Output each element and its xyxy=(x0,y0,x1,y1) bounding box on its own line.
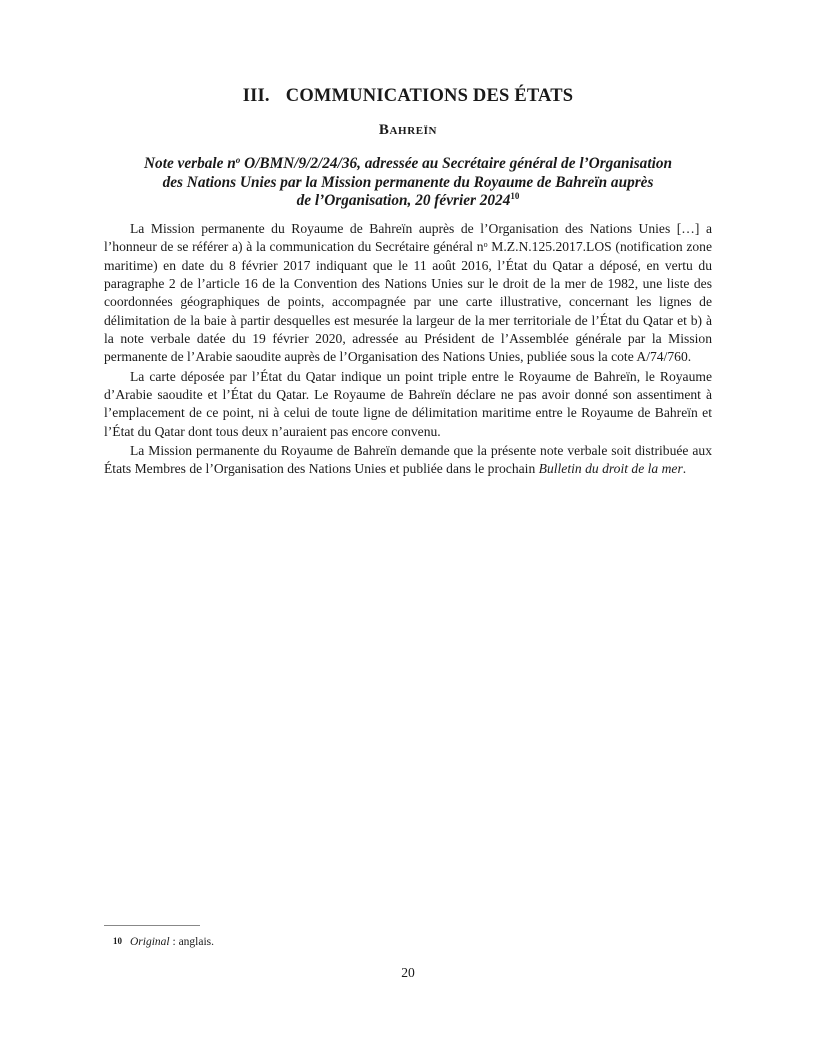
note-title-line-1: Note verbale $n^o$ O/BMN/9/2/24/36, adressée au Secrétaire général de l’Organisation xyxy=(144,155,672,172)
bulletin-title: Bulletin du droit de la mer xyxy=(538,461,683,477)
body-text xyxy=(104,220,712,479)
page-number: 20 xyxy=(401,965,415,980)
country-heading: Bahreïn xyxy=(378,122,438,138)
footnote-text: : anglais. xyxy=(169,936,215,948)
section-title: COMMUNICATIONS DES ÉTATS xyxy=(285,86,574,106)
paragraph-1: La Mission permanente du Royaume de Bahreïn auprès de l’Organisation des Nations Unies […] a l’honneur de se référer a) à la communication du Secrétaire général $n^o$ M.Z.N.125.2017.LOS (notification zone maritime) en date du 8 février 2017 indiquant que le 11 août 2016, l’État du Qatar a déposé, en vertu du paragraphe 2 de l’article 16 de la Convention des Nations Unies sur le droit de la mer de 1982, une liste des coordonnées géographiques de points, accompagnée par une carte illustrative, concernant les lignes de délimitation de la baie à partir desquelles est mesurée la largeur de la mer territoriale de l’État du Qatar et b) à la note verbale datée du 19 février 2020, adressée au Président de l’Assemblée générale par la Mission permanente de l’Arabie saoudite auprès de l’Organisation des Nations Unies, publiée sous la cote A/74/760. xyxy=(104,221,712,365)
paragraph-2: La carte déposée par l’État du Qatar indique un point triple entre le Royaume de Bahreïn, le Royaume d’Arabie saoudite et l’État du Qatar. Le Royaume de Bahreïn déclare ne pas avoir donné son assentiment à l’emplacement de ce point, ni à celui de toute ligne de délimitation maritime entre le Royaume de Bahreïn et l’État du Qatar dont tous deux n’auraient pas encore convenu. xyxy=(104,368,712,439)
footnote-label: Original xyxy=(130,936,170,948)
note-title-superscript: o xyxy=(235,155,241,165)
section-heading xyxy=(0,86,816,107)
footnote-reference[interactable]: 10 xyxy=(510,191,520,201)
note-title-line-2: des Nations Unies par la Mission permanente du Royaume de Bahreïn auprès xyxy=(162,173,654,191)
paragraph-3: La Mission permanente du Royaume de Bahreïn demande que la présente note verbale soit distribuée aux États Membres de l’Organisation des Nations Unies et publiée dans le prochain Bulletin du droit de la mer. xyxy=(104,443,712,477)
section-number: III. xyxy=(242,86,270,106)
footnote xyxy=(104,934,712,949)
footnote-marker: 10 xyxy=(113,936,122,946)
note-title-line-3: de l’Organisation, 20 février 2024$^{10}$ xyxy=(296,191,520,209)
note-verbale-title xyxy=(120,155,696,211)
footnote-divider xyxy=(104,925,200,926)
